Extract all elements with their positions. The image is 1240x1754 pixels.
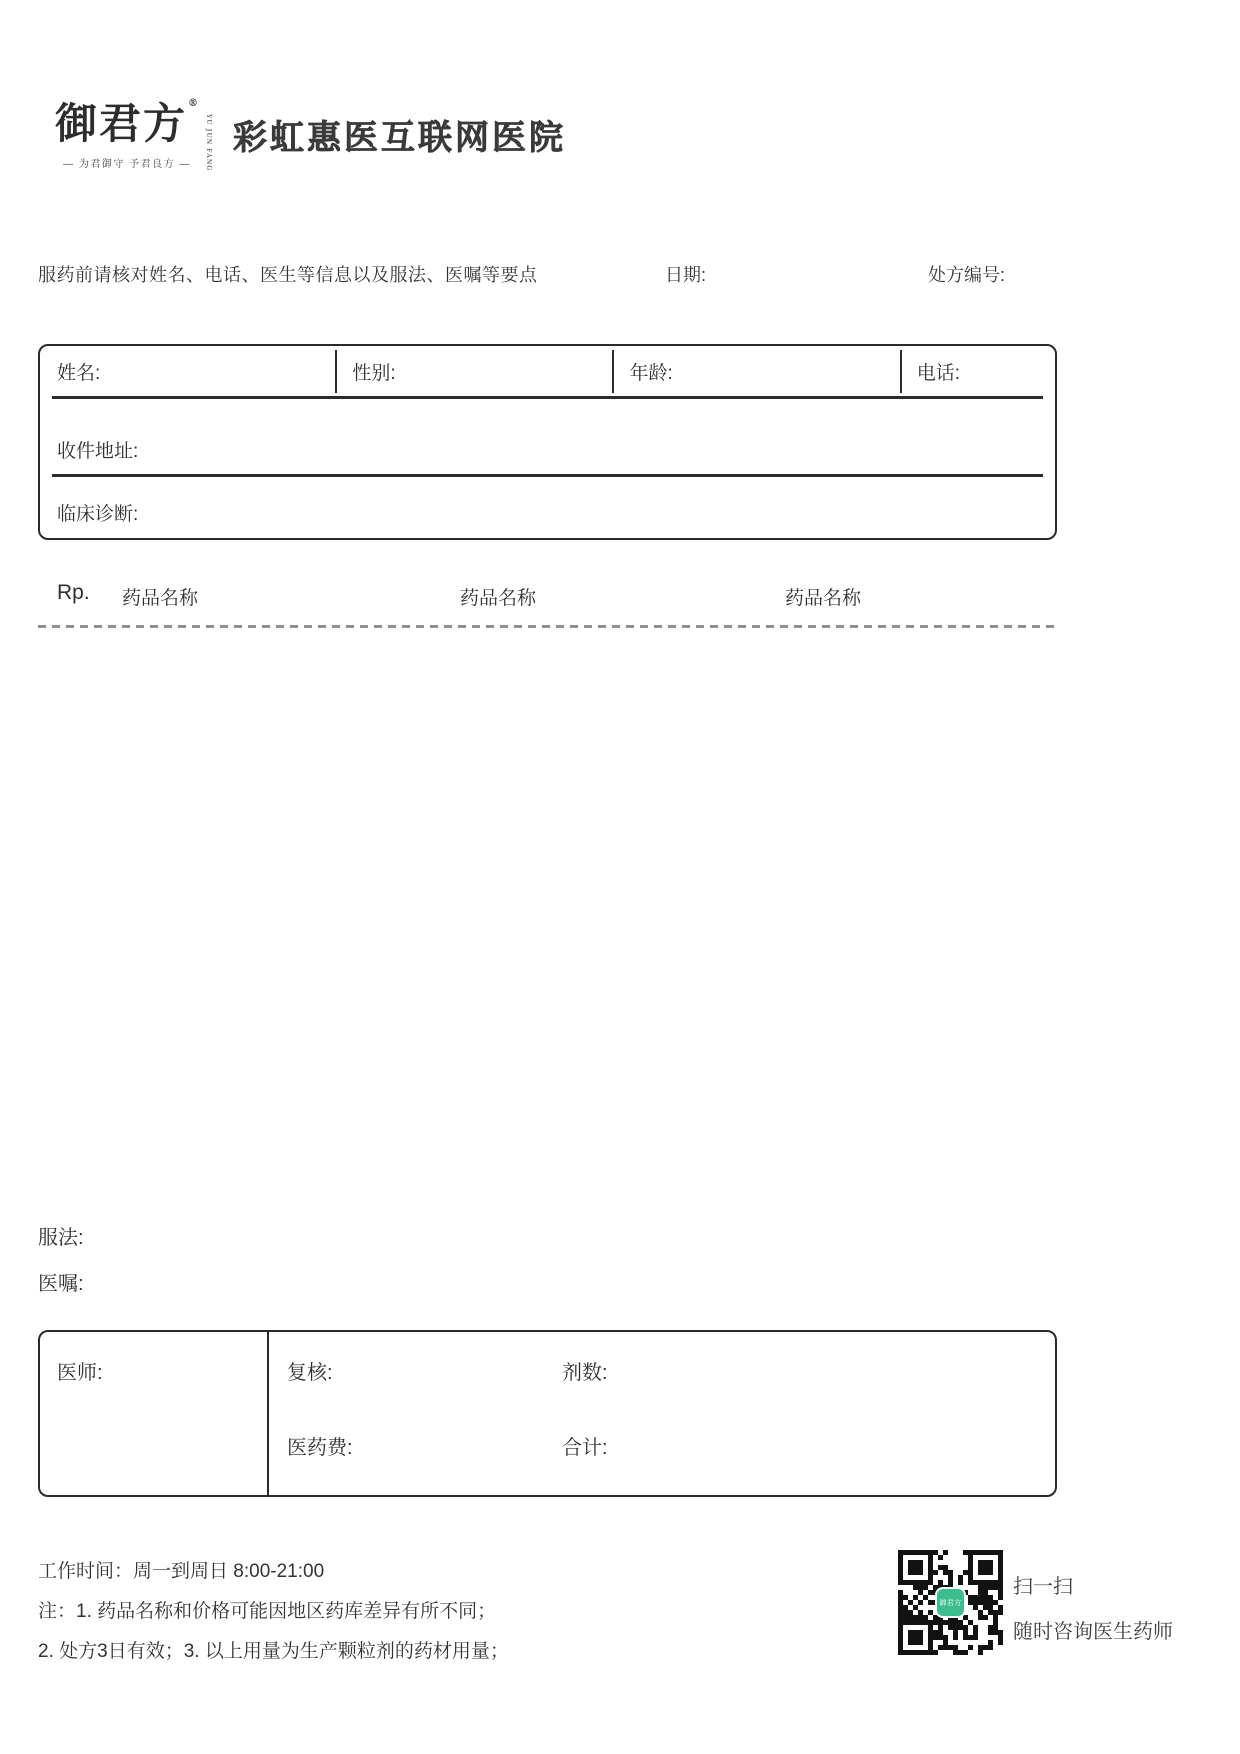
phone-field [900,346,1055,396]
drug-column-header: 药品名称 [122,588,199,609]
diagnosis-label: 临床诊断: [57,504,139,525]
date-label: 日期: [665,265,707,285]
gender-field [335,346,612,396]
divider [52,396,1043,399]
note-line-2: 2. 处方3日有效；3. 以上用量为生产颗粒剂的药材用量； [38,1641,509,1662]
signoff-box [38,1330,1057,1497]
drug-column-header: 药品名称 [785,588,862,609]
phone-label: 电话: [916,362,960,384]
reviewer-label: 复核: [287,1362,333,1384]
divider [900,350,902,393]
doses-label: 剂数: [562,1362,608,1384]
divider [612,350,614,393]
age-label: 年龄: [629,362,673,384]
divider [335,350,337,393]
name-field [40,346,335,396]
check-hint-text: 服药前请核对姓名、电话、医生等信息以及服法、医嘱等要点 [38,265,538,285]
qr-center-badge [937,1589,964,1616]
work-hours-text: 工作时间：周一到周日 8:00-21:00 [38,1561,325,1582]
logo-name-text: 御君方 [55,99,188,148]
drug-column-header: 药品名称 [460,588,537,609]
usage-label: 服法: [38,1227,84,1249]
total-label: 合计: [562,1437,608,1459]
registered-trademark-icon: ® [188,98,201,109]
doctor-label: 医师: [57,1362,103,1384]
hospital-title: 彩虹惠医互联网医院 [233,119,566,157]
scan-subtitle: 随时咨询医生药师 [1013,1621,1173,1643]
gender-label: 性别: [352,362,396,384]
rx-number-label: 处方编号: [928,265,1006,285]
logo-vertical-text: YU JUN FANG [205,114,213,172]
rp-label: Rp. [57,581,90,604]
age-field [612,346,899,396]
note-line-1: 注：1. 药品名称和价格可能因地区药库差异有所不同； [38,1601,497,1622]
scan-title: 扫一扫 [1013,1576,1073,1598]
divider [267,1332,269,1495]
patient-row-basic [40,346,1055,396]
divider [52,474,1043,477]
address-label: 收件地址: [57,441,139,462]
qr-center-label: 御君方 [939,1599,962,1607]
name-label: 姓名: [57,362,101,384]
logo-tagline: — 为君御守 予君良方 — [63,159,191,171]
brand-logo [55,98,213,172]
drug-separator-line [38,625,1057,628]
advice-label: 医嘱: [38,1273,84,1295]
fee-label: 医药费: [287,1437,353,1459]
patient-info-box [38,344,1057,540]
